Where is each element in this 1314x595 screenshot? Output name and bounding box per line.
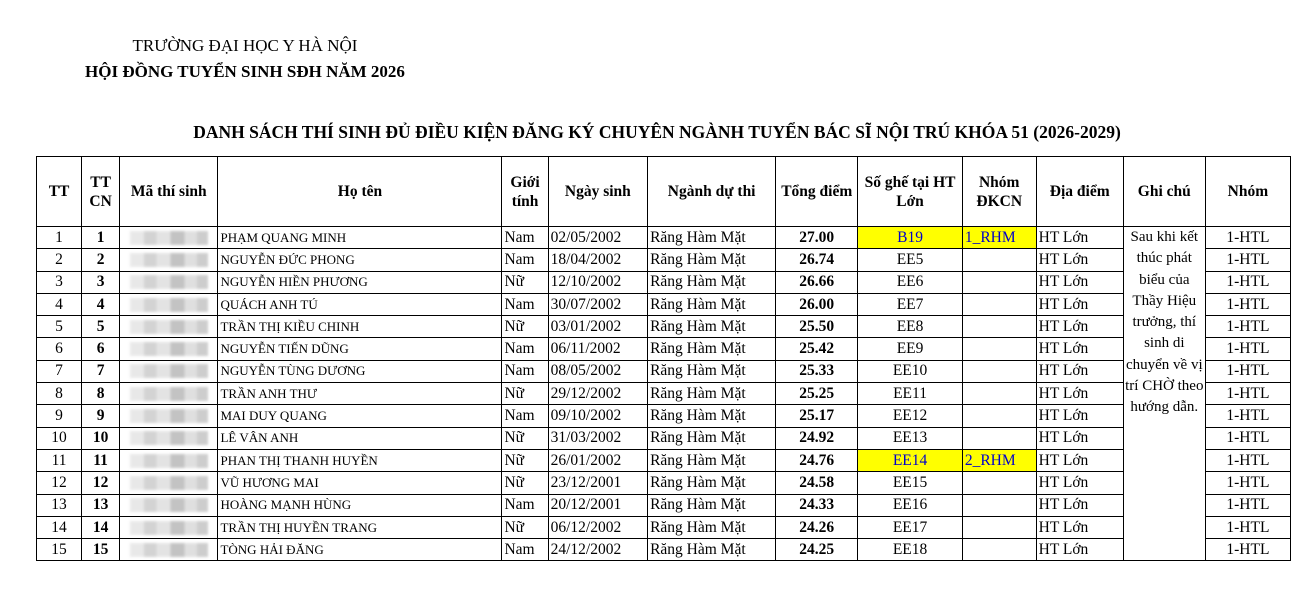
- row-tt-cn: 4: [82, 293, 120, 315]
- row-tong-diem: 25.33: [776, 360, 858, 382]
- row-dia-diem: HT Lớn: [1036, 449, 1123, 471]
- row-ho-ten: TRẦN ANH THƯ: [218, 383, 502, 405]
- row-ma-thi-sinh: [120, 360, 218, 382]
- row-tong-diem: 24.58: [776, 472, 858, 494]
- row-nhom-dkcn: [962, 293, 1036, 315]
- row-nhom: 1-HTL: [1205, 472, 1290, 494]
- row-dia-diem: HT Lớn: [1036, 316, 1123, 338]
- row-nganh: Răng Hàm Mặt: [648, 472, 776, 494]
- row-nhom-dkcn: [962, 516, 1036, 538]
- row-ho-ten: VŨ HƯƠNG MAI: [218, 472, 502, 494]
- row-ho-ten: TÒNG HẢI ĐĂNG: [218, 539, 502, 561]
- row-so-ghe: EE15: [858, 472, 963, 494]
- row-ma-thi-sinh: [120, 472, 218, 494]
- row-gioi-tinh: Nữ: [502, 383, 548, 405]
- row-so-ghe: B19: [858, 227, 963, 249]
- row-nganh: Răng Hàm Mặt: [648, 405, 776, 427]
- col-header-ngay-sinh: Ngày sinh: [548, 157, 647, 227]
- row-dia-diem: HT Lớn: [1036, 427, 1123, 449]
- row-nhom-dkcn: [962, 494, 1036, 516]
- row-ngay-sinh: 02/05/2002: [548, 227, 647, 249]
- row-ma-thi-sinh: [120, 338, 218, 360]
- council-name: HỘI ĐỒNG TUYỂN SINH SĐH NĂM 2026: [85, 62, 405, 81]
- row-dia-diem: HT Lớn: [1036, 360, 1123, 382]
- row-nganh: Răng Hàm Mặt: [648, 338, 776, 360]
- row-tt: 10: [37, 427, 82, 449]
- col-header-tt: TT: [37, 157, 82, 227]
- table-body: [37, 227, 1291, 561]
- row-ho-ten: NGUYỄN HIỀN PHƯƠNG: [218, 271, 502, 293]
- redacted-code: [130, 231, 208, 245]
- row-nganh: Răng Hàm Mặt: [648, 293, 776, 315]
- row-ma-thi-sinh: [120, 227, 218, 249]
- row-ngay-sinh: 12/10/2002: [548, 271, 647, 293]
- table-row: [37, 516, 1291, 538]
- row-tt-cn: 13: [82, 494, 120, 516]
- row-tt-cn: 10: [82, 427, 120, 449]
- row-nhom-dkcn: [962, 539, 1036, 561]
- row-tong-diem: 27.00: [776, 227, 858, 249]
- row-gioi-tinh: Nam: [502, 249, 548, 271]
- row-tt-cn: 2: [82, 249, 120, 271]
- row-nhom: 1-HTL: [1205, 383, 1290, 405]
- row-gioi-tinh: Nam: [502, 539, 548, 561]
- row-tt-cn: 6: [82, 338, 120, 360]
- row-ho-ten: LÊ VÂN ANH: [218, 427, 502, 449]
- table-row: [37, 293, 1291, 315]
- row-ma-thi-sinh: [120, 316, 218, 338]
- row-tt: 3: [37, 271, 82, 293]
- row-nhom-dkcn: 2_RHM: [962, 449, 1036, 471]
- row-ngay-sinh: 20/12/2001: [548, 494, 647, 516]
- row-gioi-tinh: Nam: [502, 293, 548, 315]
- row-gioi-tinh: Nam: [502, 405, 548, 427]
- row-ma-thi-sinh: [120, 516, 218, 538]
- row-tong-diem: 24.76: [776, 449, 858, 471]
- row-tt: 9: [37, 405, 82, 427]
- col-header-ho-ten: Họ tên: [218, 157, 502, 227]
- row-tt-cn: 9: [82, 405, 120, 427]
- row-tt-cn: 1: [82, 227, 120, 249]
- row-so-ghe: EE5: [858, 249, 963, 271]
- row-ma-thi-sinh: [120, 383, 218, 405]
- row-tt-cn: 15: [82, 539, 120, 561]
- table-row: [37, 249, 1291, 271]
- row-tong-diem: 25.25: [776, 383, 858, 405]
- row-ngay-sinh: 08/05/2002: [548, 360, 647, 382]
- table-row: [37, 316, 1291, 338]
- row-dia-diem: HT Lớn: [1036, 494, 1123, 516]
- row-gioi-tinh: Nữ: [502, 427, 548, 449]
- row-so-ghe: EE8: [858, 316, 963, 338]
- row-tt: 4: [37, 293, 82, 315]
- row-ho-ten: NGUYỄN TIẾN DŨNG: [218, 338, 502, 360]
- row-nhom: 1-HTL: [1205, 494, 1290, 516]
- row-tt: 12: [37, 472, 82, 494]
- row-ngay-sinh: 23/12/2001: [548, 472, 647, 494]
- row-ma-thi-sinh: [120, 539, 218, 561]
- row-nhom: 1-HTL: [1205, 405, 1290, 427]
- table-row: [37, 472, 1291, 494]
- row-ngay-sinh: 26/01/2002: [548, 449, 647, 471]
- row-tt: 8: [37, 383, 82, 405]
- row-dia-diem: HT Lớn: [1036, 472, 1123, 494]
- row-so-ghe: EE6: [858, 271, 963, 293]
- col-header-so-ghe: Số ghế tại HT Lớn: [858, 157, 963, 227]
- row-ho-ten: TRẦN THỊ KIỀU CHINH: [218, 316, 502, 338]
- row-tt: 2: [37, 249, 82, 271]
- row-ngay-sinh: 24/12/2002: [548, 539, 647, 561]
- row-so-ghe: EE14: [858, 449, 963, 471]
- redacted-code: [130, 253, 208, 267]
- row-tt: 14: [37, 516, 82, 538]
- row-tt: 5: [37, 316, 82, 338]
- row-nganh: Răng Hàm Mặt: [648, 383, 776, 405]
- row-ngay-sinh: 03/01/2002: [548, 316, 647, 338]
- university-name: TRƯỜNG ĐẠI HỌC Y HÀ NỘI: [132, 36, 358, 55]
- col-header-nhom: Nhóm: [1205, 157, 1290, 227]
- row-nhom-dkcn: 1_RHM: [962, 227, 1036, 249]
- table-row: [37, 360, 1291, 382]
- row-ma-thi-sinh: [120, 405, 218, 427]
- row-tt: 15: [37, 539, 82, 561]
- redacted-code: [130, 521, 208, 535]
- row-ho-ten: NGUYỄN ĐỨC PHONG: [218, 249, 502, 271]
- row-ma-thi-sinh: [120, 427, 218, 449]
- col-header-ghi-chu: Ghi chú: [1123, 157, 1205, 227]
- row-nhom-dkcn: [962, 271, 1036, 293]
- col-header-tong-diem: Tổng điểm: [776, 157, 858, 227]
- row-ho-ten: QUÁCH ANH TÚ: [218, 293, 502, 315]
- row-so-ghe: EE13: [858, 427, 963, 449]
- row-ma-thi-sinh: [120, 271, 218, 293]
- row-dia-diem: HT Lớn: [1036, 293, 1123, 315]
- table-row: [37, 338, 1291, 360]
- row-so-ghe: EE16: [858, 494, 963, 516]
- row-dia-diem: HT Lớn: [1036, 249, 1123, 271]
- row-nhom-dkcn: [962, 360, 1036, 382]
- row-dia-diem: HT Lớn: [1036, 227, 1123, 249]
- row-ngay-sinh: 18/04/2002: [548, 249, 647, 271]
- row-ma-thi-sinh: [120, 293, 218, 315]
- row-nhom: 1-HTL: [1205, 316, 1290, 338]
- row-gioi-tinh: Nam: [502, 494, 548, 516]
- col-header-nhom-dkcn: Nhóm ĐKCN: [962, 157, 1036, 227]
- row-ngay-sinh: 06/12/2002: [548, 516, 647, 538]
- row-ho-ten: MAI DUY QUANG: [218, 405, 502, 427]
- row-nhom: 1-HTL: [1205, 249, 1290, 271]
- row-ho-ten: PHẠM QUANG MINH: [218, 227, 502, 249]
- row-nganh: Răng Hàm Mặt: [648, 494, 776, 516]
- row-so-ghe: EE10: [858, 360, 963, 382]
- redacted-code: [130, 364, 208, 378]
- row-nhom-dkcn: [962, 427, 1036, 449]
- row-nhom-dkcn: [962, 472, 1036, 494]
- row-gioi-tinh: Nữ: [502, 316, 548, 338]
- document-title: DANH SÁCH THÍ SINH ĐỦ ĐIỀU KIỆN ĐĂNG KÝ CHUYÊN NGÀNH TUYỂN BÁC SĨ NỘI TRÚ KHÓA 51 (2026-2029): [193, 122, 1121, 142]
- row-tong-diem: 26.74: [776, 249, 858, 271]
- row-tong-diem: 26.66: [776, 271, 858, 293]
- row-nhom-dkcn: [962, 316, 1036, 338]
- row-nhom: 1-HTL: [1205, 227, 1290, 249]
- col-header-dia-diem: Địa điểm: [1036, 157, 1123, 227]
- table-row: [37, 405, 1291, 427]
- row-tong-diem: 25.50: [776, 316, 858, 338]
- row-nhom: 1-HTL: [1205, 539, 1290, 561]
- row-gioi-tinh: Nữ: [502, 516, 548, 538]
- redacted-code: [130, 275, 208, 289]
- row-nhom: 1-HTL: [1205, 360, 1290, 382]
- row-tt-cn: 11: [82, 449, 120, 471]
- row-tong-diem: 24.26: [776, 516, 858, 538]
- row-nganh: Răng Hàm Mặt: [648, 227, 776, 249]
- row-dia-diem: HT Lớn: [1036, 516, 1123, 538]
- row-nganh: Răng Hàm Mặt: [648, 360, 776, 382]
- row-nhom-dkcn: [962, 249, 1036, 271]
- row-ngay-sinh: 06/11/2002: [548, 338, 647, 360]
- row-tong-diem: 26.00: [776, 293, 858, 315]
- table-row: [37, 227, 1291, 249]
- row-gioi-tinh: Nữ: [502, 271, 548, 293]
- row-so-ghe: EE18: [858, 539, 963, 561]
- row-ngay-sinh: 31/03/2002: [548, 427, 647, 449]
- note-cell: Sau khi kết thúc phát biểu của Thầy Hiệu trưởng, thí sinh di chuyển về vị trí CHỜ theo hướng dẫn.: [1123, 227, 1205, 561]
- row-tong-diem: 24.25: [776, 539, 858, 561]
- row-tt-cn: 12: [82, 472, 120, 494]
- row-nganh: Răng Hàm Mặt: [648, 516, 776, 538]
- redacted-code: [130, 342, 208, 356]
- row-tong-diem: 24.33: [776, 494, 858, 516]
- row-tt-cn: 7: [82, 360, 120, 382]
- row-tt-cn: 5: [82, 316, 120, 338]
- candidate-table: [36, 156, 1291, 561]
- table-row: [37, 494, 1291, 516]
- row-nhom: 1-HTL: [1205, 293, 1290, 315]
- redacted-code: [130, 498, 208, 512]
- row-ngay-sinh: 30/07/2002: [548, 293, 647, 315]
- row-ho-ten: HOÀNG MẠNH HÙNG: [218, 494, 502, 516]
- redacted-code: [130, 454, 208, 468]
- row-nganh: Răng Hàm Mặt: [648, 249, 776, 271]
- row-nganh: Răng Hàm Mặt: [648, 271, 776, 293]
- row-gioi-tinh: Nữ: [502, 472, 548, 494]
- redacted-code: [130, 387, 208, 401]
- redacted-code: [130, 320, 208, 334]
- table-row: [37, 383, 1291, 405]
- table-row: [37, 449, 1291, 471]
- row-tt: 11: [37, 449, 82, 471]
- row-tt-cn: 3: [82, 271, 120, 293]
- row-tt: 7: [37, 360, 82, 382]
- row-nhom: 1-HTL: [1205, 516, 1290, 538]
- row-nhom-dkcn: [962, 383, 1036, 405]
- row-so-ghe: EE9: [858, 338, 963, 360]
- row-so-ghe: EE7: [858, 293, 963, 315]
- table-row: [37, 539, 1291, 561]
- row-ho-ten: TRẦN THỊ HUYỀN TRANG: [218, 516, 502, 538]
- redacted-code: [130, 543, 208, 557]
- row-gioi-tinh: Nam: [502, 338, 548, 360]
- table-row: [37, 427, 1291, 449]
- row-ma-thi-sinh: [120, 449, 218, 471]
- row-ngay-sinh: 09/10/2002: [548, 405, 647, 427]
- col-header-ma: Mã thí sinh: [120, 157, 218, 227]
- table-row: [37, 271, 1291, 293]
- table-header-row: [37, 157, 1291, 227]
- row-nganh: Răng Hàm Mặt: [648, 427, 776, 449]
- row-so-ghe: EE11: [858, 383, 963, 405]
- row-tt: 13: [37, 494, 82, 516]
- row-nganh: Răng Hàm Mặt: [648, 539, 776, 561]
- row-ma-thi-sinh: [120, 249, 218, 271]
- row-tt: 6: [37, 338, 82, 360]
- row-nhom: 1-HTL: [1205, 449, 1290, 471]
- row-tong-diem: 25.42: [776, 338, 858, 360]
- row-ma-thi-sinh: [120, 494, 218, 516]
- row-nhom-dkcn: [962, 405, 1036, 427]
- row-so-ghe: EE12: [858, 405, 963, 427]
- row-dia-diem: HT Lớn: [1036, 405, 1123, 427]
- row-tt-cn: 8: [82, 383, 120, 405]
- row-nhom: 1-HTL: [1205, 338, 1290, 360]
- redacted-code: [130, 298, 208, 312]
- row-gioi-tinh: Nam: [502, 360, 548, 382]
- row-tong-diem: 24.92: [776, 427, 858, 449]
- row-gioi-tinh: Nữ: [502, 449, 548, 471]
- redacted-code: [130, 431, 208, 445]
- row-gioi-tinh: Nam: [502, 227, 548, 249]
- row-tt-cn: 14: [82, 516, 120, 538]
- row-nhom: 1-HTL: [1205, 271, 1290, 293]
- row-dia-diem: HT Lớn: [1036, 338, 1123, 360]
- row-dia-diem: HT Lớn: [1036, 271, 1123, 293]
- redacted-code: [130, 409, 208, 423]
- row-ngay-sinh: 29/12/2002: [548, 383, 647, 405]
- row-tong-diem: 25.17: [776, 405, 858, 427]
- row-dia-diem: HT Lớn: [1036, 539, 1123, 561]
- row-dia-diem: HT Lớn: [1036, 383, 1123, 405]
- col-header-gioi-tinh: Giới tính: [502, 157, 548, 227]
- row-ho-ten: NGUYỄN TÙNG DƯƠNG: [218, 360, 502, 382]
- row-nhom-dkcn: [962, 338, 1036, 360]
- row-nganh: Răng Hàm Mặt: [648, 449, 776, 471]
- row-ho-ten: PHAN THỊ THANH HUYỀN: [218, 449, 502, 471]
- row-nhom: 1-HTL: [1205, 427, 1290, 449]
- row-tt: 1: [37, 227, 82, 249]
- redacted-code: [130, 476, 208, 490]
- col-header-tt-cn: TT CN: [82, 157, 120, 227]
- row-so-ghe: EE17: [858, 516, 963, 538]
- col-header-nganh: Ngành dự thi: [648, 157, 776, 227]
- row-nganh: Răng Hàm Mặt: [648, 316, 776, 338]
